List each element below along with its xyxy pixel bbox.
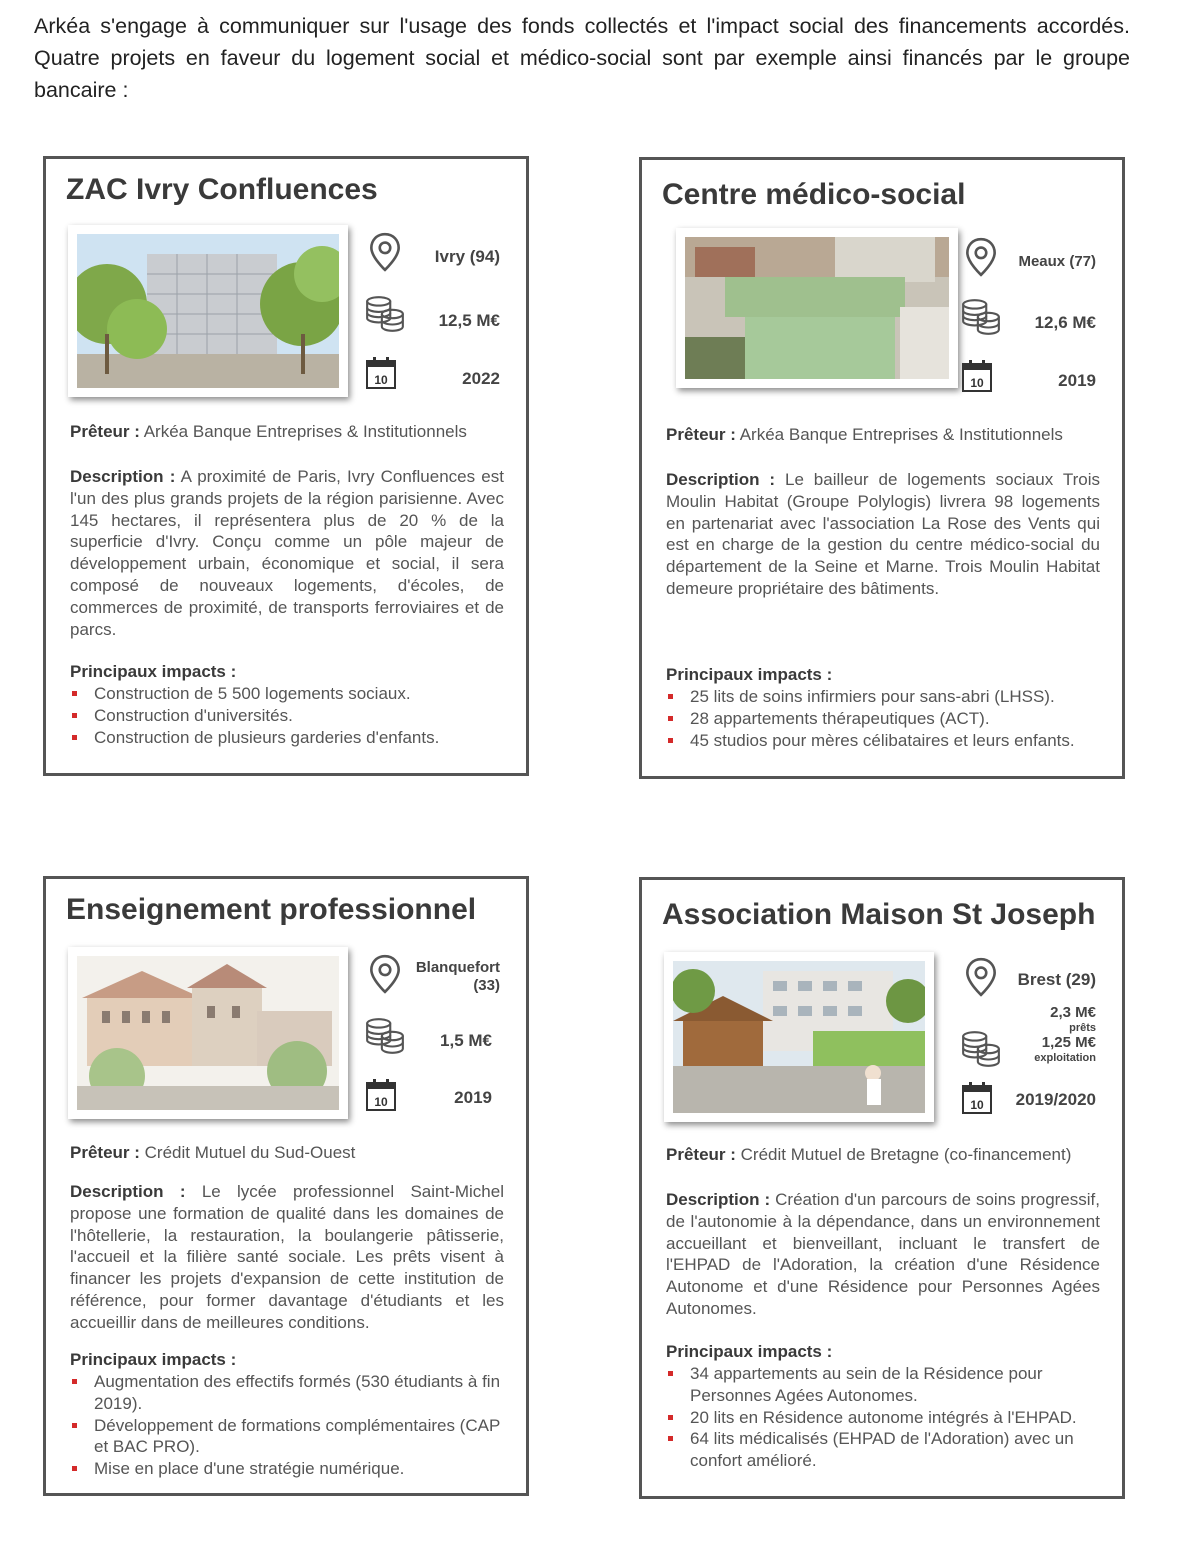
- preteur-line: [666, 425, 1100, 445]
- svg-text:10: 10: [374, 1095, 388, 1109]
- coins-stack-icon: [960, 296, 1002, 338]
- amount-value: 12,6 M€: [1034, 313, 1096, 332]
- year-value: 2019/2020: [1015, 1090, 1096, 1109]
- description: [70, 466, 504, 640]
- description: [70, 1181, 504, 1334]
- amount-operating: 1,25 M€: [1041, 1034, 1096, 1051]
- amount-block: [1034, 1004, 1096, 1064]
- impacts-title: Principaux impacts :: [70, 662, 237, 681]
- preteur-line: [666, 1145, 1100, 1165]
- amount-value: 1,5 M€: [440, 1031, 492, 1050]
- description-text: Le bailleur de logements sociaux Trois Moulin Habitat (Groupe Polylogis) livrera 98 logements en partenariat avec l'association La Rose des Vents qui est en charge de la gestion du centre médico-social du département de la Seine et Marne. Trois Moulin Habitat demeure propriétaire des bâtiments.: [666, 470, 1100, 598]
- description-label: Description :: [70, 467, 176, 486]
- description-text: A proximité de Paris, Ivry Confluences est l'un des plus grands projets de la région parisienne. Avec 145 hectares, il représentera plus de 20 % de la superficie d'Ivry. Conçu comme un pôle majeur de développement urbain, économique et social, il sera composé de nouveaux logements, d'écoles, de commerces de proximité, de transports ferroviaires et de parcs.: [70, 467, 504, 639]
- amount-loans-note: prêts: [1069, 1022, 1096, 1034]
- impact-item: 45 studios pour mères célibataires et leurs enfants.: [666, 730, 1100, 752]
- preteur-label: Prêteur :: [70, 1143, 140, 1162]
- location-value: Meaux (77): [1018, 253, 1096, 270]
- calendar-icon: [364, 1077, 398, 1113]
- coins-stack-icon: [364, 1015, 406, 1057]
- year-value: 2022: [462, 369, 500, 388]
- location-pin-icon: [960, 956, 1002, 998]
- preteur-label: Prêteur :: [666, 425, 736, 444]
- calendar-icon: [364, 355, 398, 391]
- impacts-list: [666, 686, 1100, 751]
- location-pin-icon: [960, 236, 1002, 278]
- amount-value: 12,5 M€: [438, 311, 500, 330]
- project-card-blanquefort: [43, 876, 529, 1496]
- impact-item: 25 lits de soins infirmiers pour sans-abri (LHSS).: [666, 686, 1100, 708]
- impacts-list: [70, 1371, 504, 1480]
- description-label: Description :: [666, 1190, 771, 1209]
- card-title: Association Maison St Joseph: [662, 898, 1096, 931]
- impact-item: 64 lits médicalisés (EHPAD de l'Adoration) avec un confort amélioré.: [666, 1428, 1100, 1472]
- location-pin-icon: [364, 231, 406, 273]
- description-text: Création d'un parcours de soins progressif, de l'autonomie à la dépendance, dans un environnement accueillant et bienveillant, incluant le transfert de l'EHPAD de l'Adoration, la création d'une Résidence Autonome et d'une Résidence pour Personnes Agées Autonomes.: [666, 1190, 1100, 1318]
- card-title: ZAC Ivry Confluences: [66, 173, 378, 206]
- impact-item: Construction de plusieurs garderies d'enfants.: [70, 727, 504, 749]
- impact-item: Mise en place d'une stratégie numérique.: [70, 1458, 504, 1480]
- calendar-icon: [960, 358, 994, 394]
- calendar-icon: [960, 1080, 994, 1116]
- location-value: Ivry (94): [434, 247, 500, 266]
- project-card-ivry: [43, 156, 529, 776]
- impacts-title: Principaux impacts :: [666, 665, 833, 684]
- intro-paragraph: Arkéa s'engage à communiquer sur l'usage des fonds collectés et l'impact social des financements accordés. Quatre projets en faveur du logement social et médico-social sont par exemple ainsi financés par le groupe bancaire :: [34, 14, 1130, 102]
- svg-text:10: 10: [970, 376, 984, 390]
- impact-item: Construction de 5 500 logements sociaux.: [70, 683, 504, 705]
- preteur-line: [70, 422, 504, 442]
- preteur-value: Crédit Mutuel de Bretagne (co-financement): [740, 1145, 1072, 1164]
- location-value: Brest (29): [1017, 970, 1096, 989]
- coins-stack-icon: [364, 293, 406, 335]
- impacts-title: Principaux impacts :: [70, 1350, 237, 1369]
- project-photo: [68, 225, 348, 397]
- description-label: Description :: [666, 470, 776, 489]
- amount-operating-note: exploitation: [1034, 1052, 1096, 1064]
- impact-item: Augmentation des effectifs formés (530 étudiants à fin 2019).: [70, 1371, 504, 1415]
- description: [666, 1189, 1100, 1320]
- description: [666, 469, 1100, 600]
- preteur-value: Crédit Mutuel du Sud-Ouest: [144, 1143, 356, 1162]
- amount-loans: 2,3 M€: [1050, 1004, 1096, 1021]
- preteur-label: Prêteur :: [666, 1145, 736, 1164]
- impact-item: 20 lits en Résidence autonome intégrés à l'EHPAD.: [666, 1407, 1100, 1429]
- preteur-label: Prêteur :: [70, 422, 140, 441]
- year-value: 2019: [454, 1088, 492, 1107]
- card-title: Enseignement professionnel: [66, 893, 477, 926]
- project-card-brest: [639, 877, 1125, 1499]
- project-photo: [68, 947, 348, 1119]
- year-value: 2019: [1058, 371, 1096, 390]
- project-photo: [676, 228, 958, 388]
- svg-text:10: 10: [374, 373, 388, 387]
- impact-item: Construction d'universités.: [70, 705, 504, 727]
- coins-stack-icon: [960, 1028, 1002, 1070]
- card-title: Centre médico-social: [662, 178, 966, 211]
- impacts-list: [70, 683, 504, 748]
- project-card-meaux: [639, 157, 1125, 779]
- location-value: Blanquefort (33): [415, 959, 500, 994]
- description-text: Le lycée professionnel Saint-Michel propose une formation de qualité dans les domaines de l'hôtellerie, la restauration, la boulangerie pâtisserie, l'accueil et la filière santé sociale. Les prêts visent à financer les projets d'expansion de cette institution de référence, pour former davantage d'étudiants et les accueillir dans de meilleures conditions.: [70, 1182, 504, 1332]
- preteur-value: Arkéa Banque Entreprises & Institutionnels: [143, 422, 467, 441]
- impacts-list: [666, 1363, 1100, 1472]
- project-photo: [664, 952, 934, 1122]
- svg-text:10: 10: [970, 1098, 984, 1112]
- preteur-line: [70, 1143, 504, 1163]
- impact-item: 34 appartements au sein de la Résidence pour Personnes Agées Autonomes.: [666, 1363, 1100, 1407]
- impact-item: Développement de formations complémentaires (CAP et BAC PRO).: [70, 1415, 504, 1459]
- preteur-value: Arkéa Banque Entreprises & Institutionnels: [739, 425, 1063, 444]
- description-label: Description :: [70, 1182, 186, 1201]
- impact-item: 28 appartements thérapeutiques (ACT).: [666, 708, 1100, 730]
- impacts-title: Principaux impacts :: [666, 1342, 833, 1361]
